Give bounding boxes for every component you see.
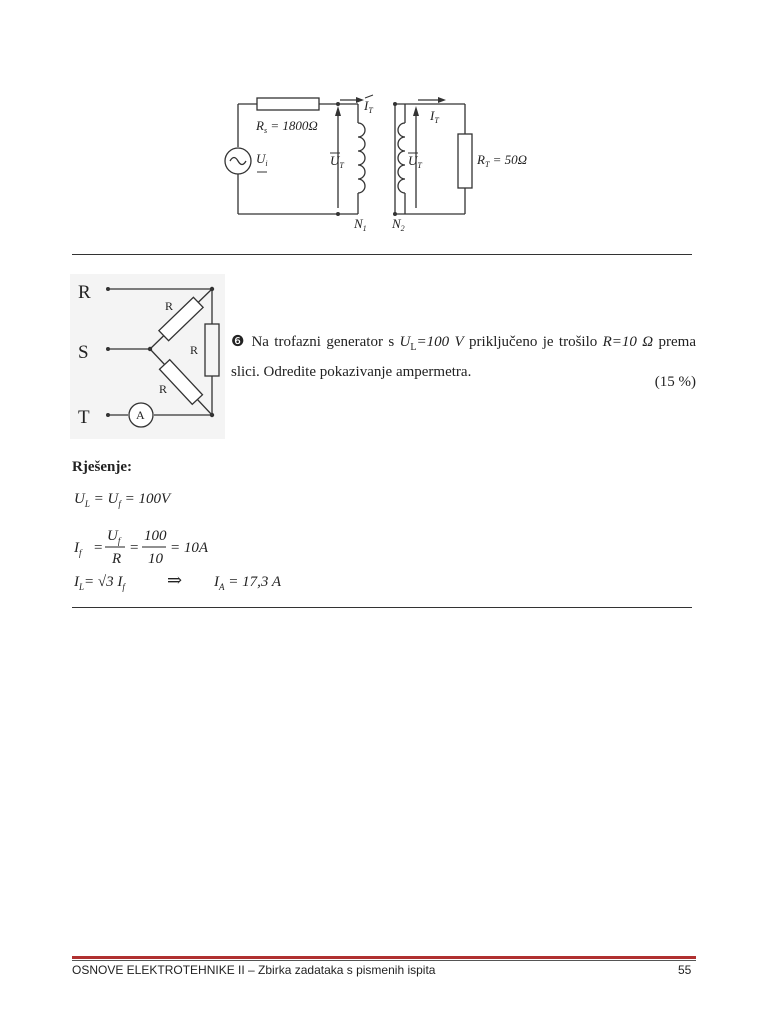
three-phase-circuit-diagram xyxy=(70,274,225,439)
phase-s-label: S xyxy=(78,342,89,363)
svg-text:N1: $N_1$ xyxy=(354,216,367,233)
svg-text:RT = 50Ω: $R_T = 50\Omega$ xyxy=(477,152,528,169)
footer-rule-gray xyxy=(72,960,696,961)
resistor-label-2: R xyxy=(190,343,199,357)
resistor-label-1: R xyxy=(165,299,174,313)
ammeter-label: A xyxy=(136,408,145,422)
svg-text:IT: $I_T$ xyxy=(430,108,439,125)
ul-symbol: U xyxy=(399,334,411,350)
it2-label: I xyxy=(430,108,435,123)
solution-title: Rješenje: xyxy=(72,459,132,475)
solution-equations xyxy=(72,485,402,600)
svg-text:=: = xyxy=(94,540,103,556)
problem-statement: ❻ Na trofazni generator s $U_L=100$ V priključeno je trošilo R=10 Ω prema slici. Odredite pokazivanje ampermetra. xyxy=(231,334,696,380)
ui-label: U xyxy=(256,151,266,166)
separator-line-1 xyxy=(72,254,692,255)
svg-text:If: $I_f$ xyxy=(74,540,82,558)
svg-text:Ui: $U_i$ xyxy=(256,151,268,168)
ut1-label: U xyxy=(330,153,340,168)
svg-text:100: 100 xyxy=(144,528,167,544)
ut2-label: U xyxy=(408,153,418,168)
svg-text:=: = xyxy=(130,540,139,556)
phase-t-label: T xyxy=(78,407,90,428)
svg-text:UL = Uf = 100V: $U_L = U_f = 100V$ xyxy=(74,491,171,509)
svg-text:UT: $U_T$ xyxy=(408,153,422,170)
svg-text:Rs = 1800Ω: $R_s = 1800\Omega$ xyxy=(256,118,318,135)
points-label: (15 %) xyxy=(654,374,696,390)
problem-number: ❻ xyxy=(231,334,247,350)
svg-text:= 10A: = 10A xyxy=(170,540,209,556)
resistor-label-3: R xyxy=(159,382,168,396)
svg-text:R: R xyxy=(112,551,122,567)
it-label: I xyxy=(364,98,369,113)
implies-arrow: ⇒ xyxy=(167,570,183,590)
rs-label: R xyxy=(256,118,264,133)
r-value: R=10 Ω xyxy=(602,334,654,350)
svg-text:IT: $I_T$ xyxy=(364,98,373,115)
n1-label: N xyxy=(354,216,363,231)
separator-line-2 xyxy=(72,607,692,608)
page-number: 55 xyxy=(678,963,692,977)
n2-label: N xyxy=(392,216,401,231)
phase-r-label: R xyxy=(78,282,91,303)
footer-title: OSNOVE ELEKTROTEHNIKE II – Zbirka zadataka s pismenih ispita xyxy=(72,963,436,977)
footer-rule-red xyxy=(72,956,696,959)
rt-label: R xyxy=(477,152,485,167)
transformer-circuit-diagram xyxy=(220,90,540,235)
svg-text:UT: $U_T$ xyxy=(330,153,344,170)
svg-text:N2: $N_2$ xyxy=(392,216,405,233)
svg-text:IA = 17,3 A: $I_A = 17,3$ A xyxy=(214,574,282,592)
svg-text:10: 10 xyxy=(148,551,163,567)
svg-text:IL= √3 If: $I_L= √3$ $I_f$ xyxy=(74,574,125,592)
svg-text:Uf: $U_f$ xyxy=(107,528,121,546)
